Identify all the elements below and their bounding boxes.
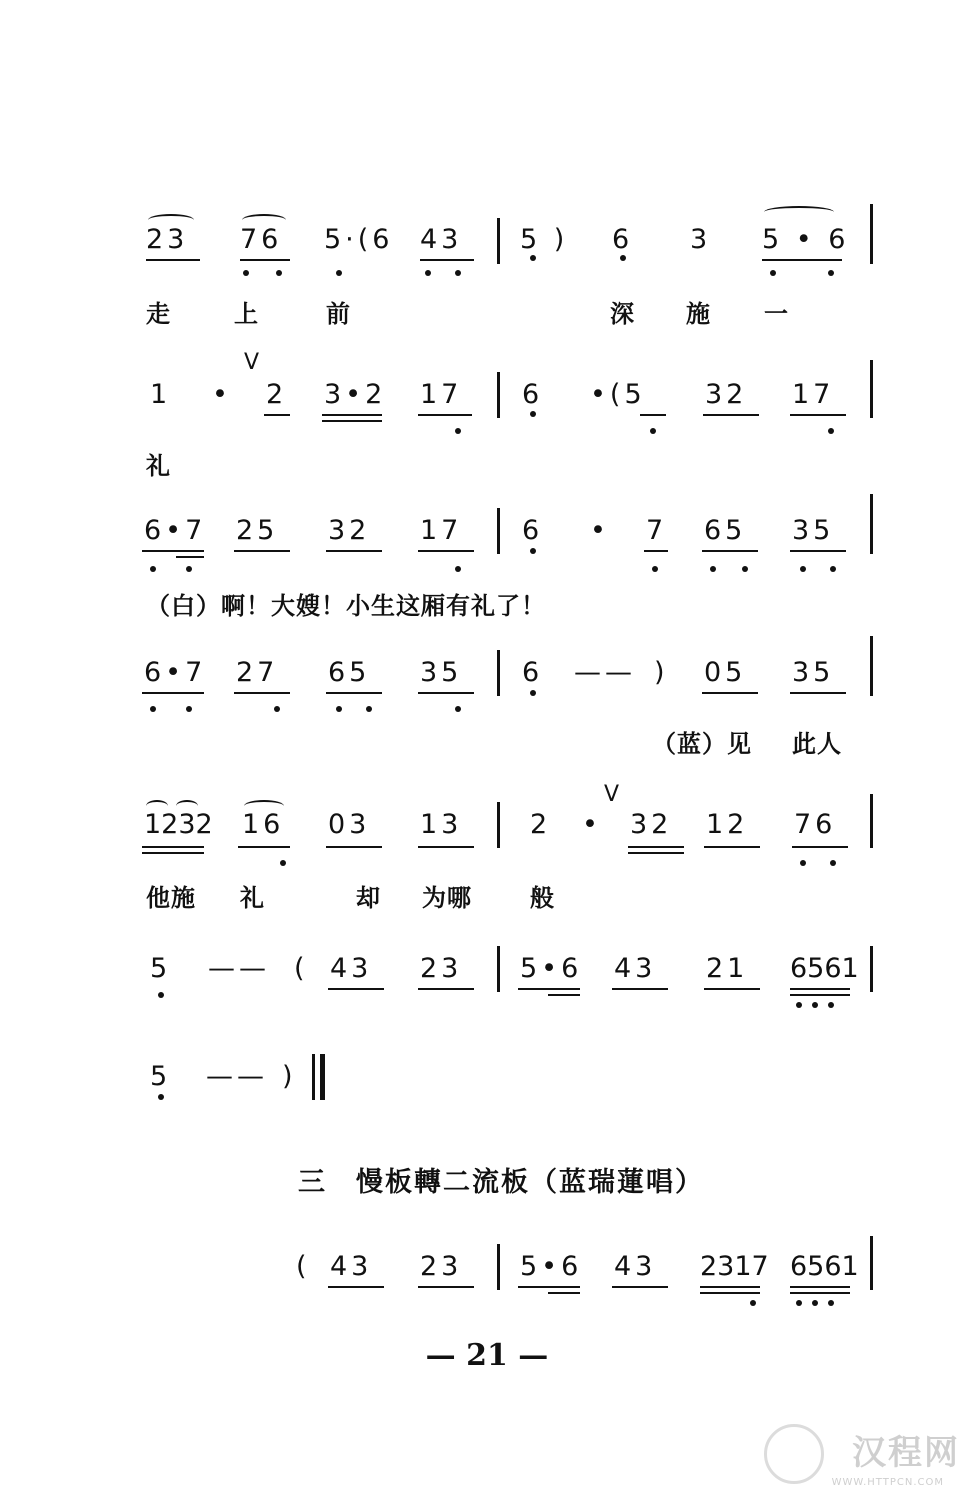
note-group: 5 • 6 xyxy=(762,224,850,255)
bar-line xyxy=(497,802,500,848)
octave-dot xyxy=(830,860,836,866)
note-group: 6 xyxy=(522,379,544,410)
note-group: 5 xyxy=(150,953,172,984)
underline xyxy=(418,550,474,552)
bar-line xyxy=(870,636,873,696)
octave-dot xyxy=(530,690,536,696)
note-group: 6 xyxy=(612,224,634,255)
octave-dot xyxy=(650,428,656,434)
octave-dot xyxy=(158,1094,164,1100)
note-group: 5 xyxy=(150,1061,172,1092)
octave-dot xyxy=(150,566,156,572)
underline xyxy=(762,259,842,261)
underline xyxy=(418,692,474,694)
underline xyxy=(790,1286,850,1288)
dialogue-line: （白）啊！大嫂！小生这厢有礼了！ xyxy=(146,591,546,620)
octave-dot xyxy=(750,1300,756,1306)
octave-dot xyxy=(710,566,716,572)
note-group: 76 xyxy=(794,809,837,840)
octave-dot xyxy=(150,706,156,712)
underline xyxy=(328,988,384,990)
octave-dot xyxy=(812,1300,818,1306)
underline xyxy=(142,846,204,848)
underline xyxy=(704,846,760,848)
final-bar-line xyxy=(312,1054,315,1100)
underline xyxy=(518,988,580,990)
note-group: 35 xyxy=(420,657,463,688)
lyric: 般 xyxy=(530,883,555,912)
note-group: —— xyxy=(206,1061,268,1092)
bar-line xyxy=(870,494,873,554)
octave-dot xyxy=(796,1002,802,1008)
note-group: 32 xyxy=(328,515,371,546)
watermark-brand: 汉程网 xyxy=(852,1433,960,1473)
note-group: 6 xyxy=(522,515,544,546)
slur xyxy=(764,206,834,218)
note-group: 17 xyxy=(420,379,463,410)
octave-dot xyxy=(186,706,192,712)
underline xyxy=(418,414,472,416)
bar-line xyxy=(497,1244,500,1290)
lyric: 他施 xyxy=(146,883,196,912)
note-group: 23 xyxy=(420,1251,463,1282)
underline xyxy=(142,852,204,854)
lyric: 此人 xyxy=(792,729,842,758)
note-group: 25 xyxy=(236,515,279,546)
octave-dot xyxy=(828,1300,834,1306)
page-number: — 21 — xyxy=(425,1338,549,1373)
bar-line xyxy=(497,508,500,554)
octave-dot xyxy=(800,566,806,572)
slur xyxy=(242,214,286,226)
underline xyxy=(234,692,290,694)
underline xyxy=(326,550,382,552)
octave-dot xyxy=(186,566,192,572)
underline xyxy=(234,550,290,552)
note-group: 76 xyxy=(240,224,283,255)
note-group: 17 xyxy=(420,515,463,546)
octave-dot xyxy=(530,548,536,554)
underline xyxy=(418,988,474,990)
note-group: •(5 xyxy=(590,379,646,410)
note-group: 43 xyxy=(614,953,657,984)
underline xyxy=(146,259,200,261)
note-group: 2 xyxy=(266,379,288,410)
watermark-url: WWW.HTTPCN.COM xyxy=(831,1477,944,1488)
underline xyxy=(548,994,580,996)
note-group: 5 ) xyxy=(520,224,569,255)
underline xyxy=(418,1286,474,1288)
octave-dot xyxy=(455,706,461,712)
note-group: 43 xyxy=(614,1251,657,1282)
note-group: 13 xyxy=(420,809,463,840)
octave-dot xyxy=(770,270,776,276)
note-group: 23 xyxy=(146,224,189,255)
underline xyxy=(420,259,474,261)
note-group: • xyxy=(590,515,610,546)
underline xyxy=(790,550,846,552)
note-group: 65 xyxy=(704,515,747,546)
bar-line xyxy=(870,360,873,418)
watermark-logo-icon xyxy=(764,1424,824,1484)
note-group: 43 xyxy=(330,953,373,984)
underline xyxy=(702,692,758,694)
underline xyxy=(644,550,668,552)
note-group: 05 xyxy=(704,657,747,688)
breath-mark: V xyxy=(244,350,260,375)
note-group: 1232 xyxy=(144,809,213,840)
note-group: 7 xyxy=(646,515,668,546)
note-group: 27 xyxy=(236,657,279,688)
underline xyxy=(704,988,760,990)
octave-dot xyxy=(742,566,748,572)
octave-dot xyxy=(274,706,280,712)
breath-mark: V xyxy=(604,782,620,807)
lyric: （蓝）见 xyxy=(652,729,752,758)
note-group: 3 xyxy=(690,224,712,255)
octave-dot xyxy=(828,1002,834,1008)
note-group: 6 xyxy=(522,657,544,688)
underline xyxy=(612,1286,668,1288)
octave-dot xyxy=(828,428,834,434)
octave-dot xyxy=(530,255,536,261)
note-group: ( xyxy=(294,953,309,984)
underline xyxy=(628,846,684,848)
note-group: 35 xyxy=(792,515,835,546)
lyric: 礼 xyxy=(240,883,265,912)
octave-dot xyxy=(652,566,658,572)
note-group: ( xyxy=(296,1251,311,1282)
note-group: 32 xyxy=(705,379,748,410)
note-group: 17 xyxy=(792,379,835,410)
underline xyxy=(792,846,848,848)
note-group: • xyxy=(212,379,232,410)
bar-line xyxy=(497,946,500,992)
underline xyxy=(612,988,668,990)
note-group: ) xyxy=(654,657,669,688)
underline xyxy=(790,414,846,416)
underline xyxy=(176,556,204,558)
note-group: 43 xyxy=(420,224,463,255)
octave-dot xyxy=(425,270,431,276)
lyric: 却 xyxy=(356,883,381,912)
note-group: 23 xyxy=(420,953,463,984)
note-group: 6•7 xyxy=(144,657,207,688)
underline xyxy=(326,846,382,848)
octave-dot xyxy=(276,270,282,276)
lyric: 走 xyxy=(146,299,171,328)
octave-dot xyxy=(530,411,536,417)
final-bar-line xyxy=(320,1054,325,1100)
underline xyxy=(703,414,759,416)
octave-dot xyxy=(830,566,836,572)
underline xyxy=(322,414,382,416)
underline xyxy=(700,1286,760,1288)
octave-dot xyxy=(828,270,834,276)
bar-line xyxy=(497,650,500,696)
note-group: ) xyxy=(282,1061,297,1092)
note-group: 16 xyxy=(242,809,285,840)
bar-line xyxy=(870,794,873,848)
underline xyxy=(548,1292,580,1294)
bar-line xyxy=(497,372,500,418)
underline xyxy=(790,1292,850,1294)
underline xyxy=(142,550,204,552)
octave-dot xyxy=(336,270,342,276)
lyric: 前 xyxy=(326,299,351,328)
note-group: • xyxy=(582,809,602,840)
octave-dot xyxy=(280,860,286,866)
section-heading: 三 慢板轉二流板（蓝瑞蓮唱） xyxy=(298,1167,704,1198)
octave-dot xyxy=(796,1300,802,1306)
bar-line xyxy=(870,1236,873,1290)
lyric: 一 xyxy=(764,299,789,328)
note-group: 6561 xyxy=(790,953,859,984)
note-group: 65 xyxy=(328,657,371,688)
note-group: 6561 xyxy=(790,1251,859,1282)
slur xyxy=(148,214,194,226)
underline xyxy=(238,846,290,848)
note-group: 12 xyxy=(706,809,749,840)
octave-dot xyxy=(243,270,249,276)
underline xyxy=(518,1286,580,1288)
note-group: 1 xyxy=(150,379,172,410)
underline xyxy=(264,414,290,416)
octave-dot xyxy=(158,992,164,998)
underline xyxy=(142,692,204,694)
bar-line xyxy=(870,946,873,992)
underline xyxy=(790,692,846,694)
underline xyxy=(418,846,474,848)
underline xyxy=(640,414,666,416)
note-group: 43 xyxy=(330,1251,373,1282)
octave-dot xyxy=(800,860,806,866)
lyric: 礼 xyxy=(146,451,171,480)
underline xyxy=(790,994,850,996)
lyric: 深 xyxy=(610,299,635,328)
note-group: 21 xyxy=(706,953,749,984)
octave-dot xyxy=(455,428,461,434)
underline xyxy=(702,550,758,552)
underline xyxy=(628,852,684,854)
note-group: 2317 xyxy=(700,1251,769,1282)
underline xyxy=(326,692,382,694)
underline xyxy=(328,1286,384,1288)
note-group: 32 xyxy=(630,809,673,840)
octave-dot xyxy=(455,270,461,276)
octave-dot xyxy=(336,706,342,712)
octave-dot xyxy=(455,566,461,572)
note-group: 35 xyxy=(792,657,835,688)
note-group: —— xyxy=(574,657,636,688)
note-group: —— xyxy=(208,953,270,984)
underline xyxy=(700,1292,760,1294)
lyric: 上 xyxy=(234,299,259,328)
note-group: 03 xyxy=(328,809,371,840)
octave-dot xyxy=(620,255,626,261)
note-group: 5•6 xyxy=(520,953,583,984)
underline xyxy=(790,988,850,990)
note-group: 3•2 xyxy=(324,379,387,410)
bar-line xyxy=(870,204,873,264)
note-group: 6•7 xyxy=(144,515,207,546)
note-group: 5•6 xyxy=(520,1251,583,1282)
lyric: 为哪 xyxy=(422,883,472,912)
underline xyxy=(240,259,290,261)
lyric: 施 xyxy=(686,299,711,328)
note-group: 2 xyxy=(530,809,552,840)
underline xyxy=(322,420,382,422)
note-group: 5·(6 xyxy=(324,224,394,255)
octave-dot xyxy=(812,1002,818,1008)
bar-line xyxy=(497,218,500,264)
octave-dot xyxy=(366,706,372,712)
